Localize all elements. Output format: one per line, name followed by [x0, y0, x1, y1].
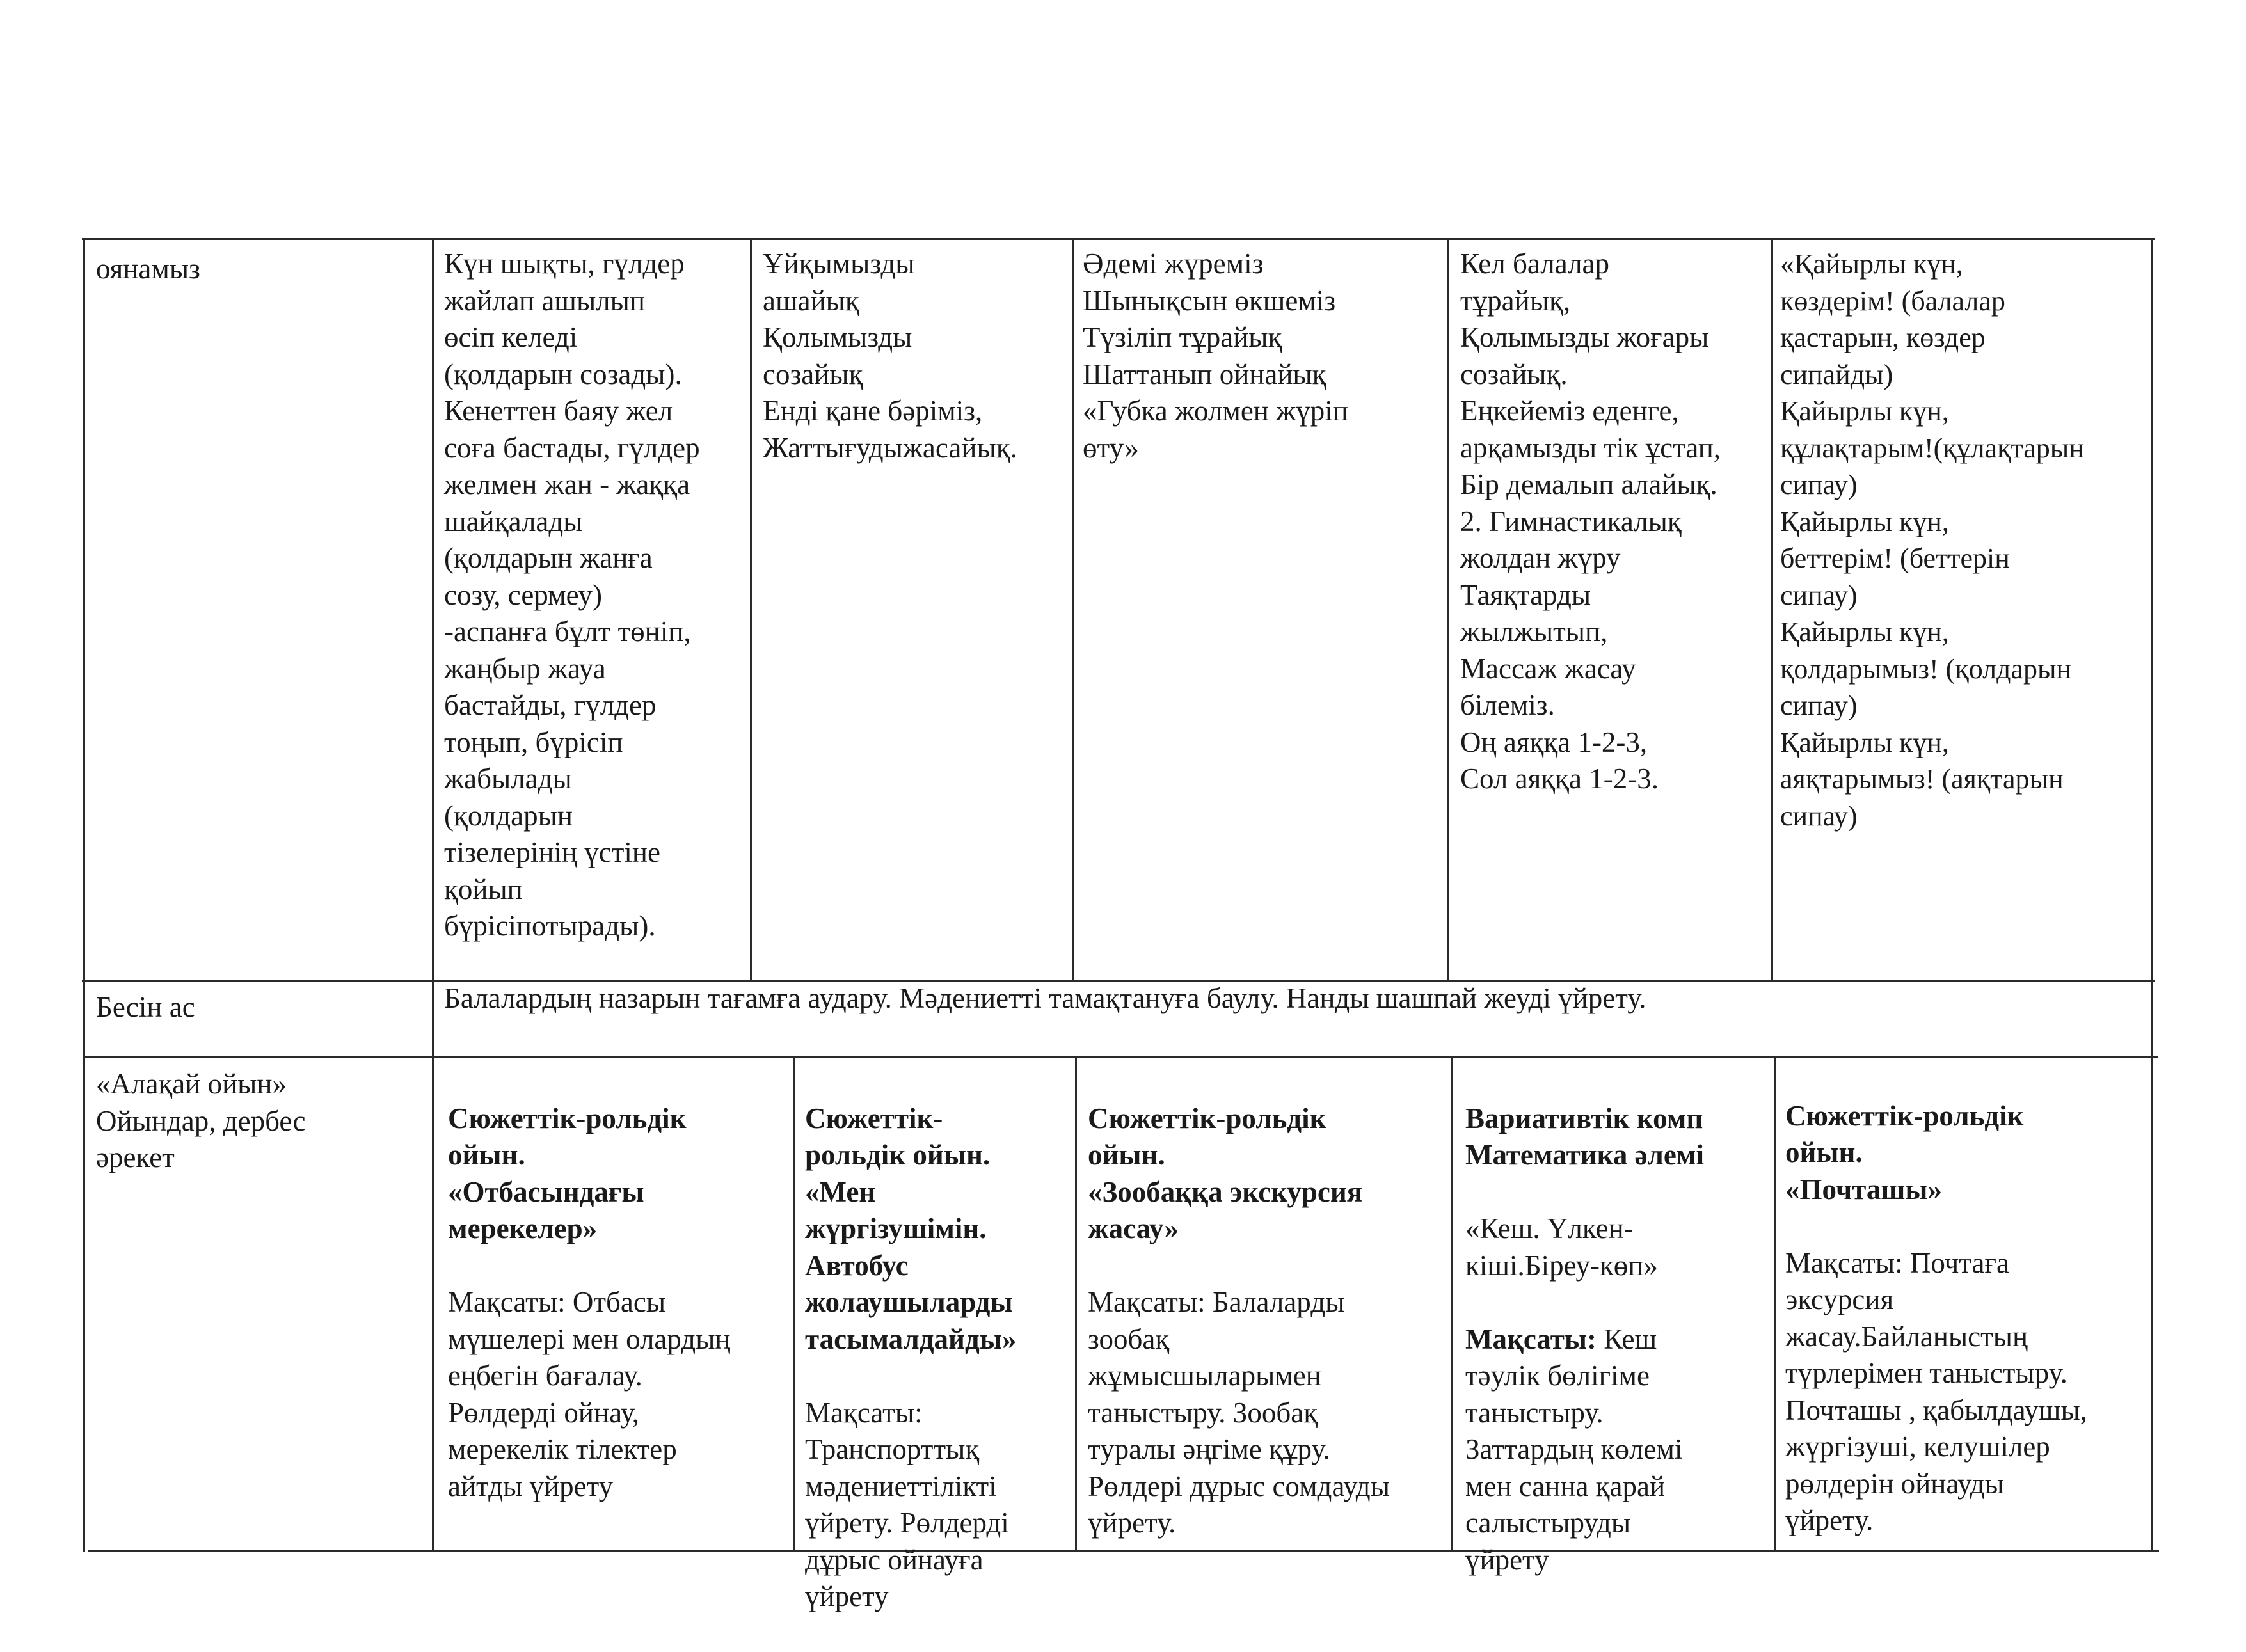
row3-cell-4 [1465, 1063, 1771, 1616]
row3-cell-3-text: Мақсаты: Балаларды зообақ жұмысшыларымен таныстыру. Зообақ туралы әңгіме құру. Рөлдері дұрыс сомдауды үйрету. [1088, 1286, 1390, 1539]
row3-cell-1-title: Сюжеттік-рольдік ойын. «Отбасындағы мерекелер» [448, 1102, 687, 1244]
row3-cell-1-text: Мақсаты: Отбасы мүшелері мен олардың еңбегін бағалау. Рөлдерді ойнау, мерекелік тілектер айтды үйрету [448, 1286, 731, 1502]
row3-cell-4-text: «Кеш. Үлкен- кіші.Біреу-көп» [1465, 1212, 1658, 1282]
col-divider-r3-2 [1075, 1056, 1077, 1552]
col-divider-r1-2 [1072, 238, 1074, 981]
row3-cell-3 [1088, 1063, 1449, 1578]
row3-cell-5 [1785, 1061, 2150, 1576]
label-column-border [432, 238, 434, 1552]
row-divider-2 [85, 1056, 2158, 1058]
row3-cell-4-title: Вариативтік комп Математика әлемі [1465, 1102, 1704, 1171]
col-divider-r1-4 [1771, 238, 1773, 981]
row-label-besin-as: Бесін ас [96, 991, 195, 1023]
col-divider-r1-1 [750, 238, 752, 981]
table-top-border [82, 238, 2155, 240]
col-divider-r3-3 [1451, 1056, 1453, 1552]
row3-cell-2-text: Мақсаты: Транспорттық мәдениеттілікті үйрету. Рөлдерді дұрыс ойнауға үйрету [805, 1396, 1009, 1612]
row-label-oyanamyz: оянамыз [96, 253, 200, 285]
table-left-border [83, 238, 85, 1552]
row3-cell-2-title: Сюжеттік- рольдік ойын. «Мен жүргізушімін. Автобус жолаушыларды тасымалдайды» [805, 1102, 1017, 1355]
row-label-alaqai-oiyn: «Алақай ойын» Ойындар, дербес әрекет [96, 1068, 306, 1173]
row3-cell-4-goal [1465, 1321, 1771, 1579]
row1-cell-2: Ұйқымызды ашайық Қолымызды созайық Енді қане бәріміз, Жаттығудыжасайық. [763, 248, 1017, 464]
row3-cell-3-title: Сюжеттік-рольдік ойын. «Зообаққа экскурсия жасау» [1088, 1102, 1363, 1244]
row3-cell-2 [805, 1063, 1072, 1652]
row1-cell-4: Кел балалар тұрайық, Қолымызды жоғары созайық. Еңкейеміз еденге, арқамызды тік ұстап, Бір демалып алайық. 2. Гимнастикалық жолдан жүру Таяқтарды жылжытып, Массаж жасау білеміз. Оң аяққа 1-2-3, Сол аяққа 1-2-3. [1460, 248, 1721, 795]
row3-cell-5-text: Мақсаты: Почтаға эксурсия жасау.Байланыстың түрлерімен таныстыру. Почташы , қабылдаушы, жүргізуші, келушілер рөлдерін ойнауды үйрету. [1785, 1246, 2087, 1536]
col-divider-r3-4 [1774, 1056, 1776, 1552]
col-divider-r1-3 [1447, 238, 1449, 981]
row1-cell-3: Әдемі жүреміз Шынықсын өкшеміз Түзіліп тұрайық Шаттанып ойнайық «Губка жолмен жүріп өту» [1083, 248, 1348, 464]
row1-cell-1: Күн шықты, гүлдер жайлап ашылып өсіп келеді (қолдарын созады). Кенеттен баяу жел соға бастады, гүлдер желмен жан - жаққа шайқалады (қолдарын жанға созу, сермеу) -аспанға бұлт төніп, жаңбыр жауа бастайды, гүлдер тоңып, бүрісіп жабылады (қолдарын тізелерінің үстіне қойып бүрісіпотырады). [444, 248, 700, 942]
row3-cell-4-goal-label: Мақсаты: [1465, 1322, 1597, 1355]
row1-cell-5: «Қайырлы күн, көздерім! (балалар қастарын, көздер сипайды) Қайырлы күн, құлақтарым!(құлақтарын сипау) Қайырлы күн, беттерім! (беттерін сипау) Қайырлы күн, қолдарымыз! (қолдарын сипау) Қайырлы күн, аяқтарымыз! (аяқтарын сипау) [1780, 248, 2084, 832]
row3-cell-4-goal-text: Кеш тәулік бөлігіме таныстыру. Заттардың көлемі мен санна қарай салыстыруды үйрету [1465, 1322, 1683, 1576]
row3-cell-1 [448, 1063, 790, 1542]
table-right-border [2151, 238, 2153, 1552]
row3-cell-5-title: Сюжеттік-рольдік ойын. «Почташы» [1785, 1099, 2024, 1205]
row2-description: Балалардың назарын тағамға аудару. Мәдениетті тамақтануға баулу. Нанды шашпай жеуді үйрету. [444, 982, 1646, 1014]
col-divider-r3-1 [793, 1056, 795, 1552]
